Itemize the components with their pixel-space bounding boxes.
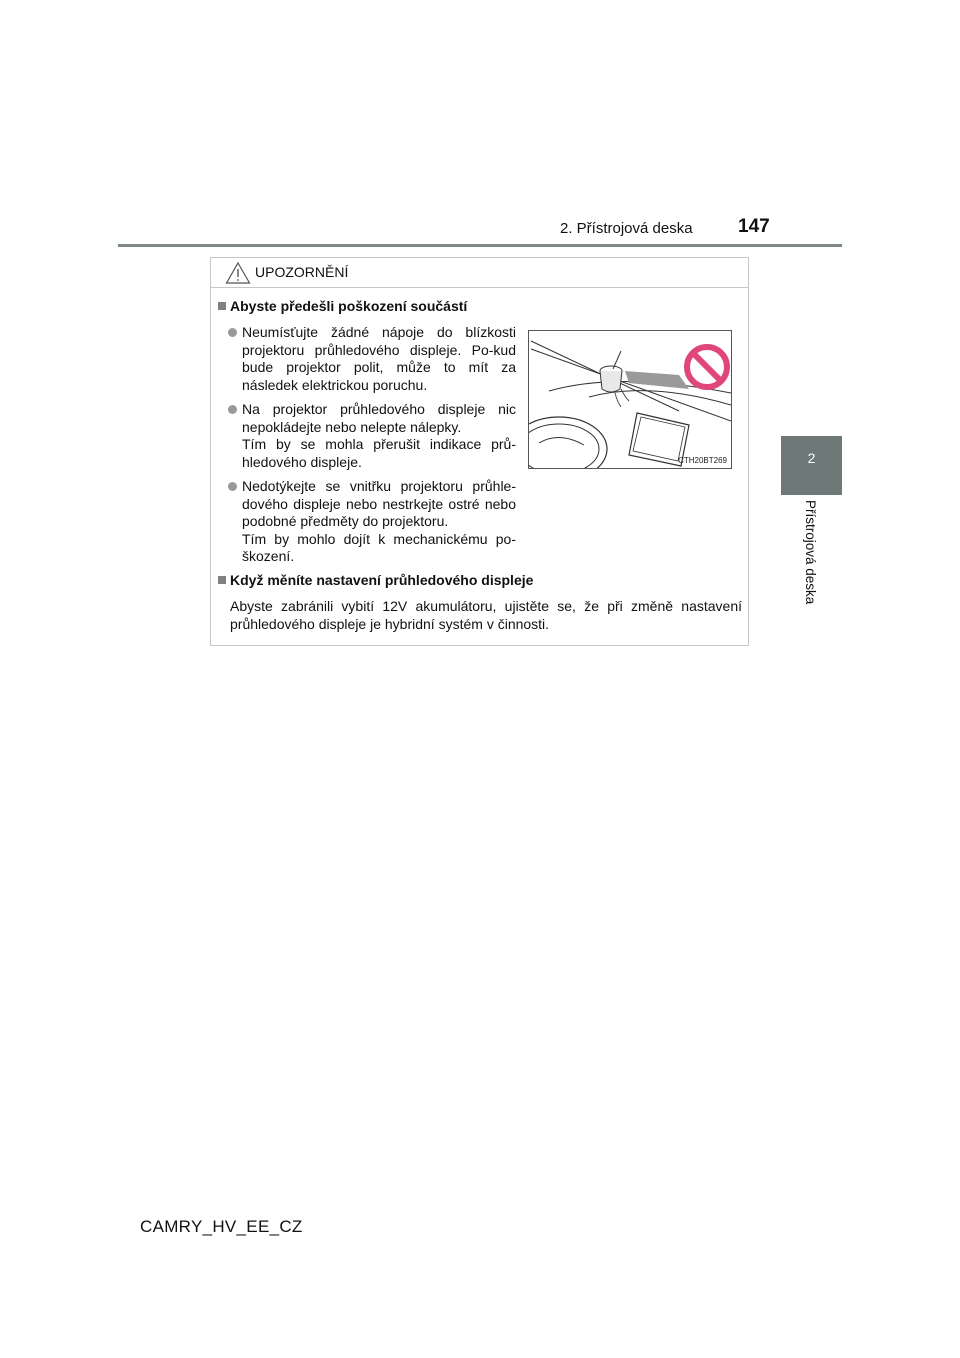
section-title: 2. Přístrojová deska bbox=[560, 220, 693, 237]
model-code: CAMRY_HV_EE_CZ bbox=[140, 1217, 303, 1236]
chapter-tab-label: Přístrojová deska bbox=[803, 500, 818, 605]
list-item bbox=[228, 324, 516, 394]
list-item-text: Neumísťujte žádné nápoje do blízkosti projektoru průhledového displeje. Po-kud bude projektor polit, může to mít za následek elektrickou poruchu. bbox=[242, 324, 516, 393]
circle-bullet-icon bbox=[228, 482, 237, 491]
list-item bbox=[228, 478, 516, 566]
square-bullet-icon bbox=[218, 576, 226, 584]
square-bullet-icon bbox=[218, 302, 226, 310]
circle-bullet-icon bbox=[228, 328, 237, 337]
section-heading-text: Abyste předešli poškození součástí bbox=[230, 298, 468, 314]
page-number: 147 bbox=[738, 216, 770, 237]
warning-heading: UPOZORNĚNÍ bbox=[255, 264, 349, 280]
illustration-drink-on-projector bbox=[528, 330, 732, 469]
section-heading-settings bbox=[218, 572, 533, 588]
list-item-text: Nedotýkejte se vnitřku projektoru průhle-dového displeje nebo nestrkejte ostré nebo podobné předměty do projektoru. Tím by mohlo dojít k mechanickému po-škození. bbox=[242, 478, 516, 564]
settings-paragraph: Abyste zabránili vybití 12V akumulátoru, ujistěte se, že při změně nastavení průhledového displeje je hybridní systém v činnosti. bbox=[230, 598, 742, 632]
bullet-list bbox=[228, 324, 516, 573]
dashboard-drink-illustration bbox=[529, 331, 731, 468]
list-item bbox=[228, 401, 516, 471]
section-heading-damage bbox=[218, 298, 467, 314]
illustration-caption: CTH20BT269 bbox=[678, 456, 727, 465]
warning-triangle-icon bbox=[225, 261, 251, 285]
warning-header bbox=[211, 258, 748, 288]
circle-bullet-icon bbox=[228, 405, 237, 414]
warning-box bbox=[210, 257, 749, 646]
header-rule bbox=[118, 244, 842, 247]
section-heading-text: Když měníte nastavení průhledového displeje bbox=[230, 572, 534, 588]
list-item-text: Na projektor průhledového displeje nic nepokládejte nebo nelepte nálepky. Tím by se mohla přerušit indikace prů-hledového displeje. bbox=[242, 401, 516, 470]
chapter-tab-number: 2 bbox=[807, 450, 816, 466]
